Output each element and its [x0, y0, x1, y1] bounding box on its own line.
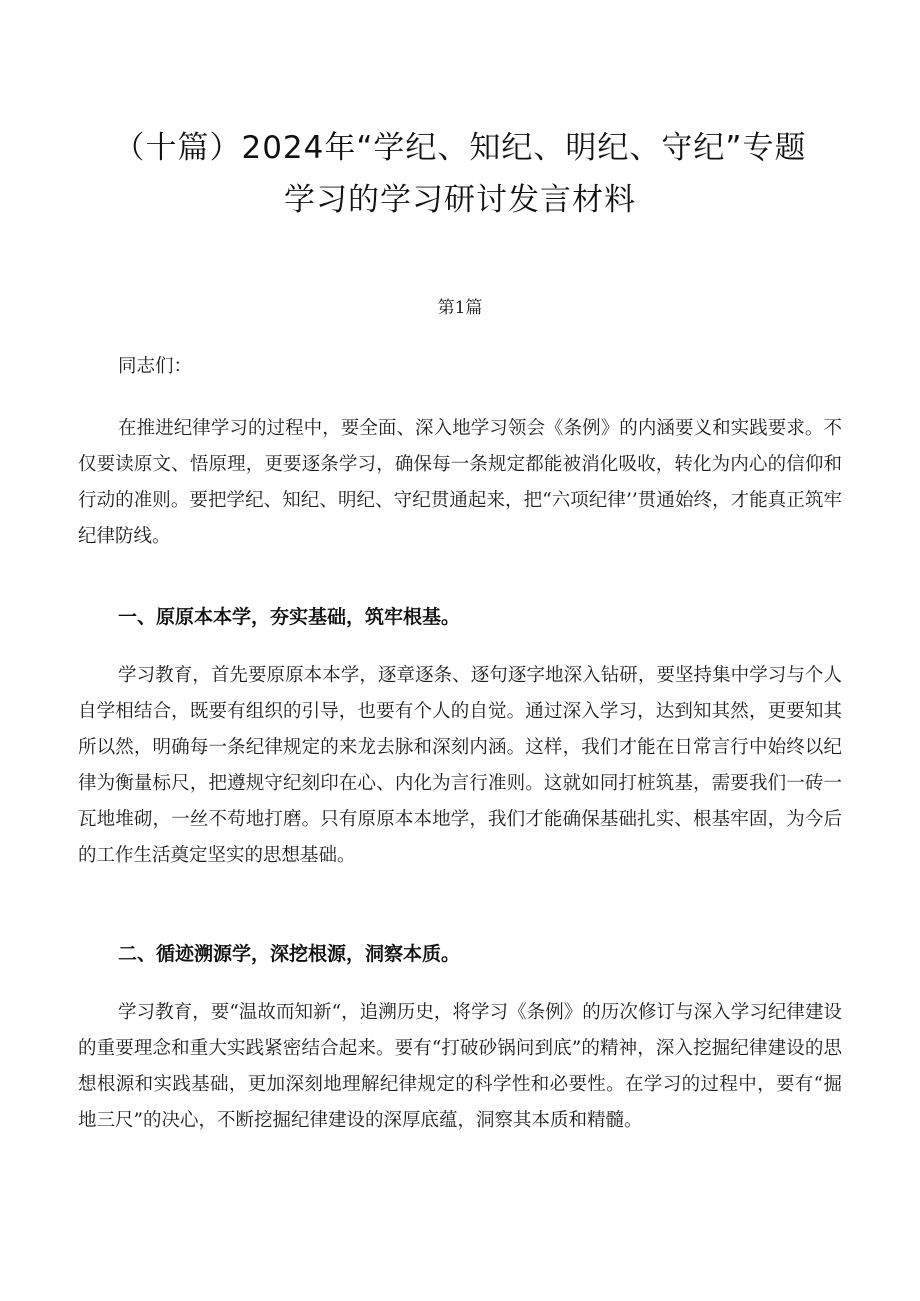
paragraph-2: 学习教育，要“温故而知新“，追溯历史，将学习《条例》的历次修订与深入学习纪律建设的重要理念和重大实践紧密结合起来。要有“打破砂锅问到底”的精神，深入挖掘纪律建设的思想根源和实践基础，更加深刻地理解纪律规定的科学性和必要性。在学习的过程中，要有“掘地三尺”的决心，不断挖掘纪律建设的深厚底蕴，洞察其本质和精髓。: [78, 1002, 842, 1131]
document-title: [60, 122, 860, 226]
section-number: 第1篇: [437, 298, 483, 318]
intro-paragraph: 在推进纪律学习的过程中，要全面、深入地学习领会《条例》的内涵要义和实践要求。不仅要读原文、悟原理，更要逐条学习，确保每一条规定都能被消化吸收，转化为内心的信仰和行动的准则。要把学纪、知纪、明纪、守纪贯通起来，把“六项纪律’’贯通始终，才能真正筑牢纪律防线。: [78, 418, 842, 547]
document-title-line-2: 学习的学习研讨发言材料: [284, 182, 636, 218]
section-heading-2: 二、循迹溯源学，深挖根源，洞察本质。: [118, 943, 461, 965]
section-heading-1: 一、原原本本学，夯实基础，筑牢根基。: [118, 606, 461, 628]
salutation: 同志们：: [118, 356, 193, 377]
document-title-line-1: （十篇）2024年“学纪、知纪、明纪、守纪”专题: [113, 130, 807, 166]
paragraph-1: 学习教育，首先要原原本本学，逐章逐条、逐句逐字地深入钻研，要坚持集中学习与个人自学相结合，既要有组织的引导，也要有个人的自觉。通过深入学习，达到知其然，更要知其所以然，明确每一条纪律规定的来龙去脉和深刻内涵。这样，我们才能在日常言行中始终以纪律为衡量标尺，把遵规守纪刻印在心、内化为言行准则。这就如同打桩筑基，需要我们一砖一瓦地堆砌，一丝不苟地打磨。只有原原本本地学，我们才能确保基础扎实、根基牢固，为今后的工作生活奠定坚实的思想基础。: [78, 665, 842, 866]
